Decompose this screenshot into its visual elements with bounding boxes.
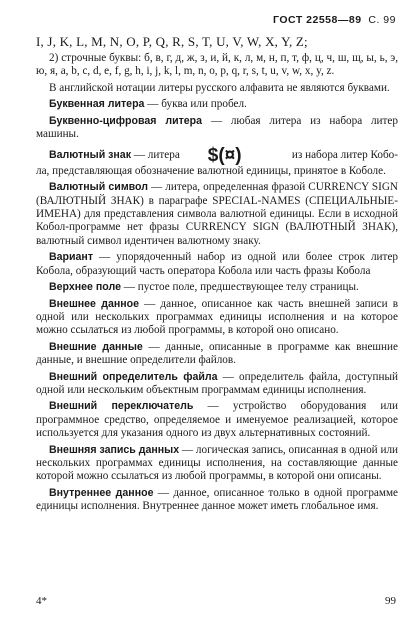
- standard-number: ГОСТ 22558—89: [273, 14, 362, 26]
- definition-currency-symbol: Валютный символ — литера, определенная фразой CURRENCY SIGN (ВАЛЮТНЫЙ ЗНАК) в параграфе SPECIAL-NAMES (СПЕЦИАЛЬНЫЕ-ИМЕНА) для представления символа валютной единицы. Если в исходной Кобол-программе нет фразы CURRENCY SIGN (ВАЛЮТНЫЙ ЗНАК), валютный символ идентичен валютному знаку.: [36, 181, 398, 247]
- definition: — буква или пробел.: [144, 98, 247, 111]
- definition-alpha-char: [36, 98, 398, 111]
- definition-top-margin: Верхнее поле — пустое поле, предшествующее телу страницы.: [49, 281, 359, 294]
- page-number-header: С. 99: [368, 14, 396, 26]
- definition-cont: из набора литер Кобо-: [291, 149, 398, 162]
- page-body: [36, 35, 398, 517]
- definition-alnum-char: [36, 115, 398, 142]
- currency-sign-continuation: ла, представляющая обозначение валютной единицы, принятое в Коболе.: [36, 164, 386, 177]
- english-notation-paragraph: В английской нотации литеры русского алфавита не являются буквами.: [49, 81, 390, 94]
- definition: — любая литера из набора литер машины.: [36, 114, 398, 141]
- definition-external-data-record: Внешняя запись данных — логическая запись, описанная в одной или нескольких программах единицы исполнения, на составляющие данные которой можно ссылаться из любой программы, в которой они описаны.: [36, 443, 399, 483]
- definition-internal-data-item: Внутреннее данное — данное, описанное только в одной программе единицы исполнения. Внутреннее данное может иметь глобальное имя.: [36, 486, 399, 513]
- definition-external-data: Внешние данные — данные, описанные в программе как внешние данные, и внешние определители файлов.: [36, 340, 398, 367]
- term: Валютный знак: [49, 149, 132, 162]
- definition-external-data-item: Внешнее данное — данное, описанное как часть внешней записи в одной или нескольких программах единицы исполнения и на которое можно ссылаться из любой программы, в которой оно описано.: [36, 297, 398, 337]
- definition: — литера: [131, 149, 180, 162]
- page-header: [273, 14, 396, 27]
- page-number-footer: 99: [385, 594, 396, 607]
- currency-sign-row: [36, 145, 398, 167]
- definition-external-file-connector: Внешний определитель файла — определитель файла, доступный одной или нескольким объектным программам единицы исполнения.: [36, 370, 398, 396]
- term: Буквенно-цифровая литера: [49, 114, 203, 127]
- term: Буквенная литера: [49, 98, 145, 111]
- currency-symbol: $(¤): [207, 145, 242, 167]
- definition-phrase: Вариант — упорядоченный набор из одной или более строк литер Кобола, образующий часть оператора Кобола или часть фразы Кобола: [36, 251, 398, 277]
- signature-mark: 4*: [36, 594, 47, 607]
- latin-letters-line: I, J, K, L, M, N, O, P, Q, R, S, T, U, V, W, X, Y, Z;: [36, 34, 308, 49]
- lowercase-letters-paragraph: 2) строчные буквы: б, в, г, д, ж, з, и, й, к, л, м, н, п, т, ф, ц, ч, ш, щ, ы, ь, э, ю, я, a, b, c, d, e, f, g, h, i, j, k, l, m, n, o, p, q, r, s, t, u, v, w, x, y, z.: [36, 52, 398, 78]
- definition-external-switch: Внешний переключатель — устройство оборудования или программное средство, определяемое и именуемое реализацией, которое используется для указания одного из двух альтернативных состояний.: [36, 400, 398, 440]
